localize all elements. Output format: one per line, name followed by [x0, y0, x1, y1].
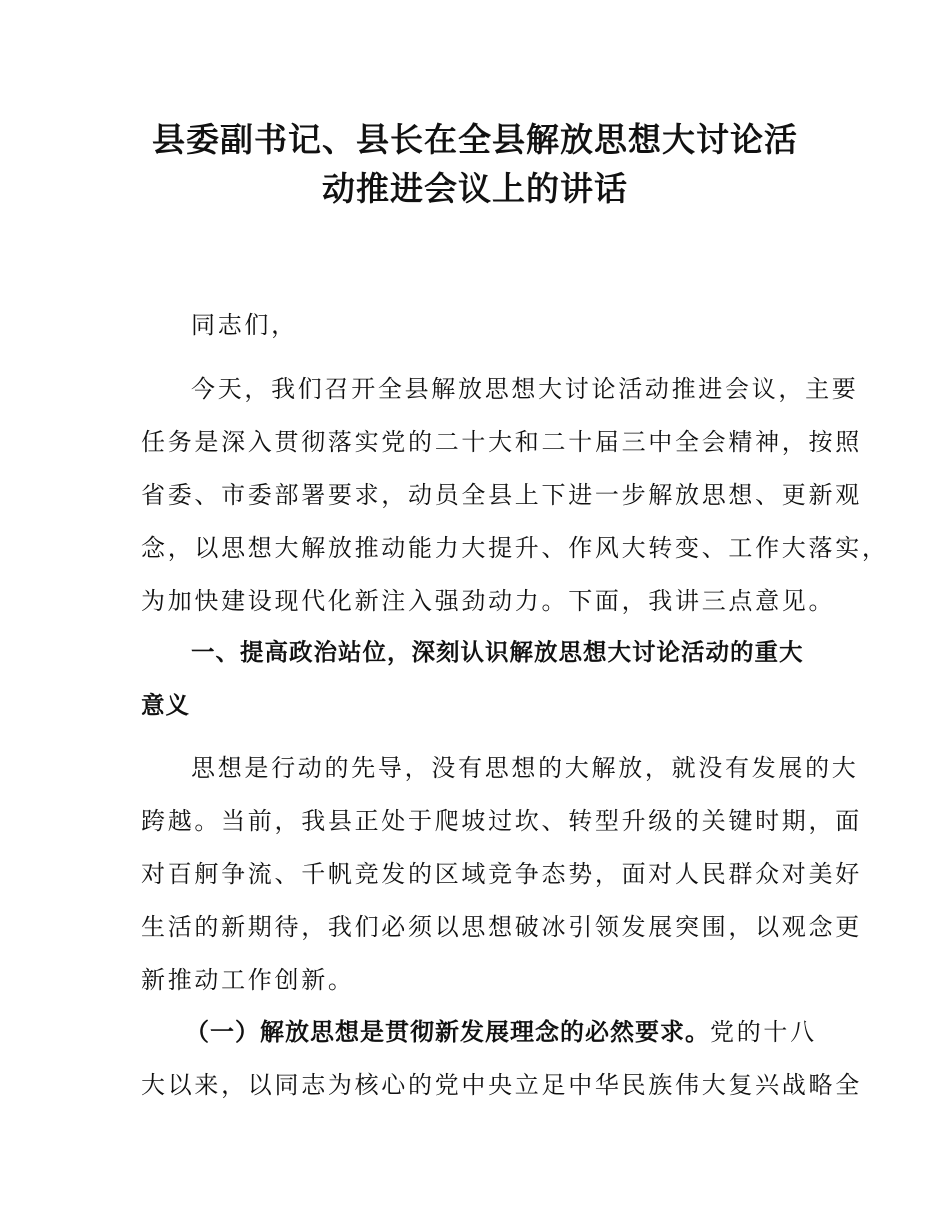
heading-line: 意义 [141, 691, 190, 719]
intro-paragraph [141, 363, 889, 628]
text-line: 省委、市委部署要求，动员全县上下进一步解放思想、更新观 [141, 481, 862, 509]
text-line: 为加快建设现代化新注入强劲动力。下面，我讲三点意见。 [141, 587, 836, 615]
text-line: 任务是深入贯彻落实党的二十大和二十届三中全会精神，按照 [141, 428, 862, 456]
document-title-line-1: 县委副书记、县长在全县解放思想大讨论活 [152, 120, 798, 159]
text-line: 新推动工作创新。 [141, 966, 355, 994]
text-line: 念，以思想大解放推动能力大提升、作风大转变、工作大落实， [141, 534, 889, 562]
text-line: 生活的新期待，我们必须以思想破冰引领发展突围，以观念更 [141, 913, 862, 941]
text-line [141, 1006, 831, 1059]
heading-line: 一、提高政治站位，深刻认识解放思想大讨论活动的重大 [191, 638, 804, 666]
body-paragraph-1 [141, 742, 862, 1007]
salutation-text: 同志们， [191, 311, 298, 339]
subsection-paragraph-1 [141, 1006, 862, 1112]
text-line: 跨越。当前，我县正处于爬坡过坎、转型升级的关键时期，面 [141, 807, 862, 835]
text-line: 思想是行动的先导，没有思想的大解放，就没有发展的大 [191, 754, 859, 782]
text-line: 对百舸争流、千帆竞发的区域竞争态势，面对人民群众对美好 [141, 860, 862, 888]
text-line: 今天，我们召开全县解放思想大讨论活动推进会议，主要 [191, 375, 859, 403]
section-heading-1 [141, 626, 831, 732]
salutation [141, 299, 831, 352]
text-line: 大以来，以同志为核心的党中央立足中华民族伟大复兴战略全 [141, 1071, 862, 1099]
subsection-text: 党的十八 [710, 1018, 817, 1046]
document-title-line-2: 动推进会议上的讲话 [322, 169, 628, 208]
subsection-heading: （一）解放思想是贯彻新发展理念的必然要求。 [185, 1018, 710, 1046]
